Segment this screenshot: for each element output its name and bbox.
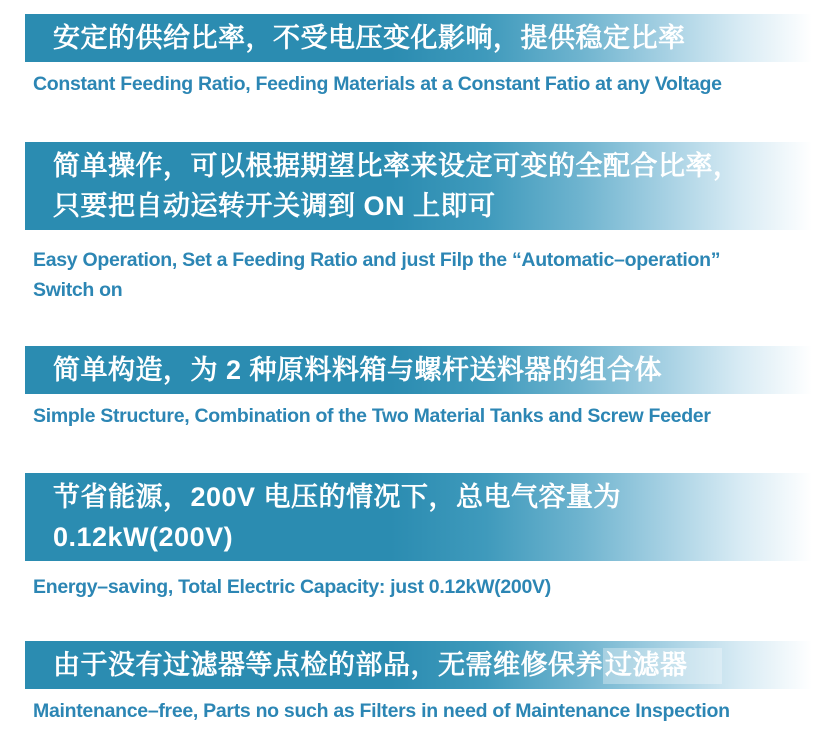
banner-title-zh-prefix: 由于没有过滤器等点检的部品，无需维修保养: [53, 650, 603, 680]
feature-subtitle-en: [33, 73, 828, 95]
subtitle-line: Constant Feeding Ratio, Feeding Materials at a Constant Fatio at any Voltage: [33, 73, 722, 95]
banner-title-zh: 安定的供给比率，不受电压变化影响，提供稳定比率: [53, 23, 686, 53]
banner-title-zh: [53, 645, 820, 685]
feature-banner: [25, 473, 820, 561]
banner-title-zh: 简单构造，为 2 种原料料箱与螺杆送料器的组合体: [53, 355, 663, 385]
subtitle-line: Simple Structure, Combination of the Two Material Tanks and Screw Feeder: [33, 405, 711, 427]
banner-title-zh: 节省能源，200V 电压的情况下，总电气容量为: [53, 482, 622, 512]
feature-banner: [25, 142, 820, 230]
banner-title-zh-highlighted: 过滤器: [603, 648, 722, 684]
feature-section-simple-structure: [0, 346, 828, 427]
subtitle-line: Easy Operation, Set a Feeding Ratio and just Filp the “Automatic–operation”: [33, 249, 721, 271]
feature-banner: [25, 641, 820, 689]
subtitle-line: Maintenance–free, Parts no such as Filters in need of Maintenance Inspection: [33, 700, 730, 722]
feature-subtitle-en: [33, 576, 828, 598]
subtitle-line: Energy–saving, Total Electric Capacity: just 0.12kW(200V): [33, 576, 551, 598]
feature-section-constant-ratio: [0, 14, 828, 95]
feature-subtitle-en: [33, 405, 828, 427]
feature-section-easy-operation: [0, 142, 828, 305]
feature-section-energy-saving: [0, 473, 828, 598]
banner-title-zh: 0.12kW(200V): [53, 522, 234, 552]
feature-banner: [25, 14, 820, 62]
subtitle-line: Switch on: [33, 279, 123, 301]
banner-title-zh: 只要把自动运转开关调到 ON 上即可: [53, 191, 496, 221]
feature-subtitle-en: [33, 700, 828, 722]
feature-banner: [25, 346, 820, 394]
feature-section-maintenance-free: [0, 641, 828, 722]
banner-title-zh: 简单操作，可以根据期望比率来设定可变的全配合比率，: [53, 151, 741, 181]
feature-subtitle-en: [33, 245, 828, 305]
